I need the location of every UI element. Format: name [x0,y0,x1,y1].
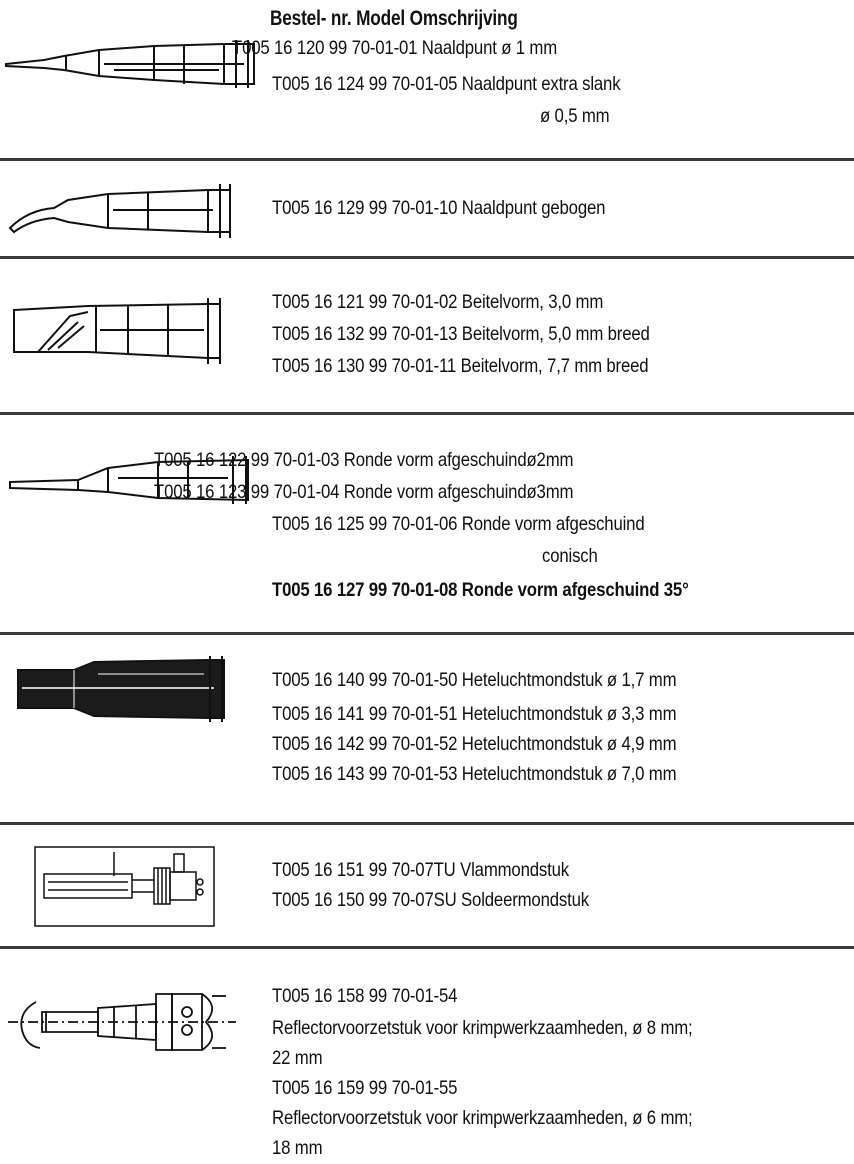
product-line: T005 16 159 99 70-01-55 [272,1077,458,1099]
section-divider [0,256,854,259]
section-divider [0,412,854,415]
product-line: Reflectorvoorzetstuk voor krimpwerkzaamheden, ø 8 mm; [272,1017,693,1039]
product-line: T005 16 121 99 70-01-02 Beitelvorm, 3,0 mm [272,291,604,313]
product-line: T005 16 158 99 70-01-54 [272,985,458,1007]
chisel-tip-icon [8,292,228,370]
hot-air-nozzle-icon [14,654,230,724]
product-line: T005 16 150 99 70-07SU Soldeermondstuk [272,889,589,911]
product-line-highlight: T005 16 127 99 70-01-08 Ronde vorm afgeschuind 35° [272,579,689,601]
section-divider [0,632,854,635]
product-line: T005 16 141 99 70-01-51 Heteluchtmondstuk ø 3,3 mm [272,703,677,725]
table-header: Bestel- nr. Model Omschrijving [270,7,518,30]
section-divider [0,946,854,949]
product-line: T005 16 143 99 70-01-53 Heteluchtmondstuk ø 7,0 mm [272,763,677,785]
product-line: Reflectorvoorzetstuk voor krimpwerkzaamheden, ø 6 mm; [272,1107,693,1129]
product-line: T005 16 129 99 70-01-10 Naaldpunt gebogen [272,197,606,219]
section-divider [0,158,854,161]
product-line: conisch [542,545,598,567]
product-line: ø 0,5 mm [540,105,610,127]
product-line: T005 16 125 99 70-01-06 Ronde vorm afgeschuind [272,513,645,535]
product-line: T005 16 142 99 70-01-52 Heteluchtmondstuk ø 4,9 mm [272,733,677,755]
product-line: T005 16 130 99 70-01-11 Beitelvorm, 7,7 mm breed [272,355,649,377]
product-line: T005 16 132 99 70-01-13 Beitelvorm, 5,0 mm breed [272,323,650,345]
product-line: T005 16 120 99 70-01-01 Naaldpunt ø 1 mm [232,37,557,59]
product-line: T005 16 140 99 70-01-50 Heteluchtmondstuk ø 1,7 mm [272,669,677,691]
bent-needle-tip-icon [8,180,238,240]
product-line: 18 mm [272,1137,323,1159]
reflector-attachment-icon [6,986,238,1058]
flame-nozzle-icon [34,846,216,928]
needle-tip-icon [4,36,260,96]
product-line: T005 16 123 99 70-01-04 Ronde vorm afgeschuindø3mm [154,481,574,503]
section-divider [0,822,854,825]
product-line: T005 16 151 99 70-07TU Vlammondstuk [272,859,569,881]
product-line: T005 16 124 99 70-01-05 Naaldpunt extra slank [272,73,621,95]
product-line: 22 mm [272,1047,323,1069]
product-line: T005 16 122 99 70-01-03 Ronde vorm afgeschuindø2mm [154,449,574,471]
